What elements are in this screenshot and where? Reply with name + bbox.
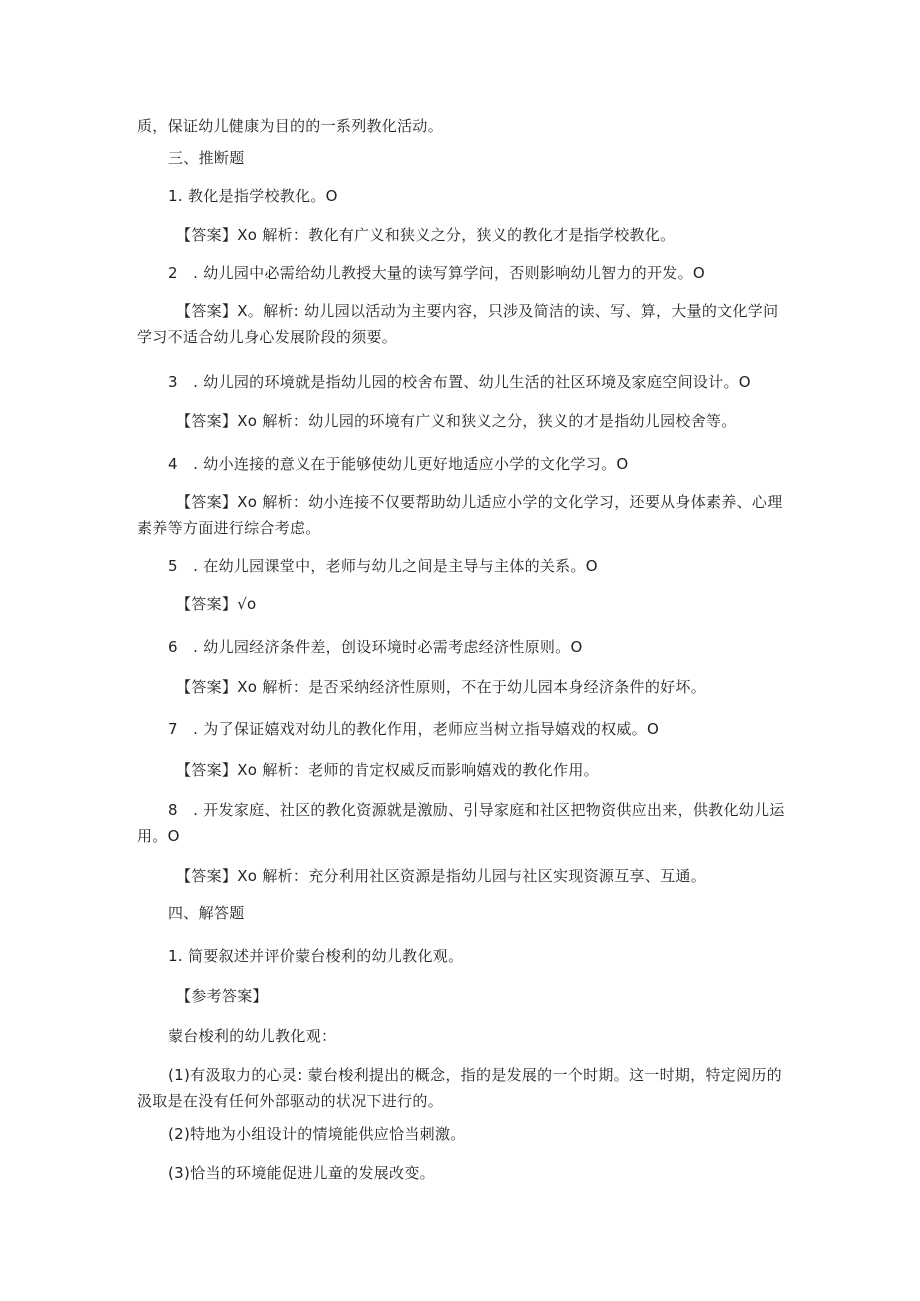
question-2: 2 . 幼儿园中必需给幼儿教授大量的读写算学问，否则影响幼儿智力的开发。O — [168, 264, 705, 282]
paragraph-line: 质，保证幼儿健康为目的的一系列教化活动。 — [137, 117, 444, 135]
list-item: (3)恰当的环境能促进儿童的发展改变。 — [168, 1164, 435, 1182]
paragraph-line: 蒙台梭利的幼儿教化观： — [168, 1027, 337, 1045]
question-7: 7 . 为了保证嬉戏对幼儿的教化作用，老师应当树立指导嬉戏的权威。O — [168, 720, 660, 738]
answer-2: 【答案】X。解析: 幼儿园以活动为主要内容，只涉及简洁的读、写、算，大量的文化学问 — [176, 302, 779, 320]
list-item: (2)特地为小组设计的情境能供应恰当刺激。 — [168, 1125, 466, 1143]
question-8: 8 . 开发家庭、社区的教化资源就是激励、引导家庭和社区把物资供应出来，供教化幼儿运 — [168, 801, 785, 819]
answer-7: 【答案】Xo 解析：老师的肯定权威反而影响嬉戏的教化作用。 — [176, 761, 599, 779]
answer-8: 【答案】Xo 解析：充分利用社区资源是指幼儿园与社区实现资源互享、互通。 — [176, 867, 707, 885]
question-6: 6 . 幼儿园经济条件差，创设环境时必需考虑经济性原则。O — [168, 638, 583, 656]
list-item: (1)有汲取力的心灵: 蒙台梭利提出的概念，指的是发展的一个时期。这一时期，特定阅历的 — [168, 1066, 782, 1084]
question-3: 3 . 幼儿园的环境就是指幼儿园的校舍布置、幼儿生活的社区环境及家庭空间设计。O — [168, 373, 751, 391]
answer-5: 【答案】√o — [176, 595, 257, 613]
answer-2-continued: 学习不适合幼儿身心发展阶段的须要。 — [137, 328, 398, 346]
answer-4-continued: 素养等方面进行综合考虑。 — [137, 519, 321, 537]
question-4: 4 . 幼小连接的意义在于能够使幼儿更好地适应小学的文化学习。O — [168, 455, 629, 473]
question-1: 1. 教化是指学校教化。O — [168, 187, 338, 205]
answer-6: 【答案】Xo 解析：是否采纳经济性原则，不在于幼儿园本身经济条件的好坏。 — [176, 678, 707, 696]
question-8-continued: 用。O — [137, 827, 180, 845]
answer-3: 【答案】Xo 解析：幼儿园的环境有广义和狭义之分，狭义的才是指幼儿园校舍等。 — [176, 412, 737, 430]
section-heading: 四、解答题 — [168, 904, 245, 922]
section-heading: 三、推断题 — [168, 149, 245, 167]
answer-4: 【答案】Xo 解析：幼小连接不仅要帮助幼儿适应小学的文化学习，还要从身体素养、心理 — [176, 493, 783, 511]
reference-answer-label: 【参考答案】 — [176, 987, 268, 1005]
question-essay-1: 1. 简要叙述并评价蒙台梭利的幼儿教化观。 — [168, 947, 464, 965]
question-5: 5 . 在幼儿园课堂中，老师与幼儿之间是主导与主体的关系。O — [168, 557, 598, 575]
list-item-continued: 汲取是在没有任何外部驱动的状况下进行的。 — [137, 1092, 444, 1110]
answer-1: 【答案】Xo 解析：教化有广义和狭义之分，狭义的教化才是指学校教化。 — [176, 226, 676, 244]
